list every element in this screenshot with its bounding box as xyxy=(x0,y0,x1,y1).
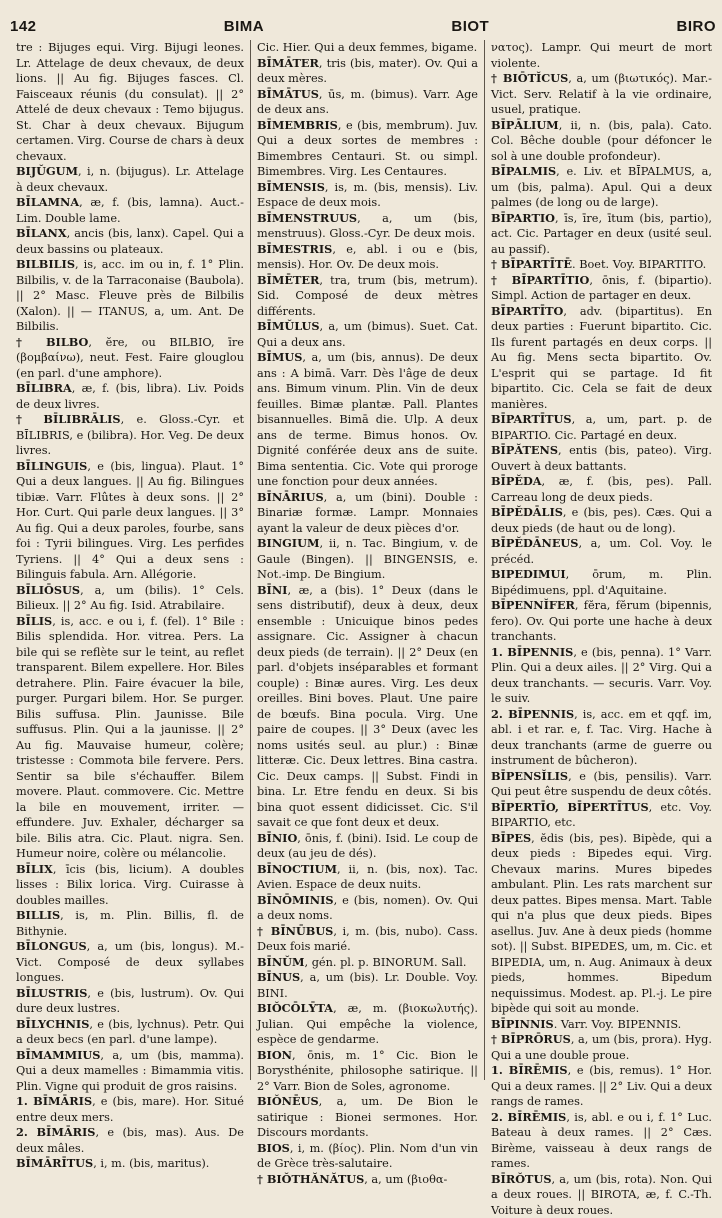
entry-headword: BĪMAMMIUS xyxy=(16,1048,100,1062)
dictionary-entry xyxy=(257,273,478,320)
column-1 xyxy=(16,40,250,1080)
dictionary-entry xyxy=(491,1032,712,1063)
entry-headword: † BILBO xyxy=(16,335,88,349)
dictionary-entry xyxy=(16,459,244,583)
dictionary-entry xyxy=(491,412,712,443)
entry-headword: BILLIS xyxy=(16,908,60,922)
entry-definition: , e (bis, mas). Aus. De deux mâles. xyxy=(16,1126,244,1155)
dictionary-entry xyxy=(257,118,478,180)
entry-definition: , i, m. (βίος). Plin. Nom d'un vin de Grèce très-salutaire. xyxy=(257,1142,478,1171)
dictionary-entry xyxy=(16,862,244,909)
entry-headword: BĪPĀLIUM xyxy=(491,118,559,132)
entry-definition: , a, um, part. p. de BIPARTIO. Cic. Partagé en deux. xyxy=(491,413,712,442)
dictionary-entry xyxy=(491,567,712,598)
entry-headword: 2. BĪPENNIS xyxy=(491,707,574,721)
dictionary-entry xyxy=(16,257,244,335)
entry-definition: , a, um (bis, mamma). Qui a deux mamelles : Bimammia vitis. Plin. Vigne qui produit de gros raisins. xyxy=(16,1049,244,1093)
entry-headword: BĪLIŌSUS xyxy=(16,583,80,597)
entry-headword: BĪMĒTER xyxy=(257,273,319,287)
entry-definition: νατος). Lampr. Qui meurt de mort violente. xyxy=(491,41,712,70)
entry-definition: , e. Liv. et BĪPALMUS, a, um (bis, palma). Apul. Qui a deux palmes (de long ou de large). xyxy=(491,165,712,209)
entry-definition: , is, acc. im ou in, f. 1° Plin. Bilbilis, v. de la Tarraconaise (Baubola). || 2° Masc. Fleuve près de Bilbilis (Xalon). || — ITANUS, a, um. Ant. De Bilbilis. xyxy=(16,258,244,333)
dictionary-entry xyxy=(491,1017,712,1033)
dictionary-entry xyxy=(257,955,478,971)
entry-definition: , e (bis, nomen). Ov. Qui a deux noms. xyxy=(257,894,478,923)
dictionary-entry xyxy=(257,1001,478,1048)
entry-headword: BIŎCŌLȲTA xyxy=(257,1001,333,1015)
entry-definition: , īcis (bis, licium). A doubles lisses : Bilix lorica. Virg. Cuirasse à doubles mailles. xyxy=(16,863,244,907)
entry-definition: , ĕdis (bis, pes). Bipède, qui a deux pieds : Bipedes equi. Virg. Chevaux marins. Mures bipedes ambulant. Plin. Les rats marchent sur deux pattes. Bipes mensa. Mart. Table qui n'a plus que deux pieds. Bipes asellus. Juv. Ane à deux pieds (homme sot). || Subst. BIPEDES, um, m. Cic. et BIPEDIA, um, n. Aug. Animaux à deux pieds, hommes. Bipedum nequissimus. Modest. ap. Pl.-j. Le pire bipède qui soit au monde. xyxy=(491,832,712,1016)
dictionary-entry xyxy=(257,56,478,87)
dictionary-entry xyxy=(491,505,712,536)
dictionary-entry xyxy=(257,180,478,211)
entry-headword: BĪLIX xyxy=(16,862,53,876)
entry-definition: , i, n. (bijugus). Lr. Attelage à deux chevaux. xyxy=(16,165,244,194)
entry-definition: , ii, n. (bis, pala). Cato. Col. Bêche double (pour défoncer le sol à une double profondeur). xyxy=(491,119,712,163)
entry-definition: , e (bis, membrum). Juv. Qui a deux sortes de membres : Bimembres Centauri. St. ou simpl. Bimembres. Virg. Les Centaures. xyxy=(257,119,478,179)
entry-definition: , adv. (bipartitus). En deux parties : Fuerunt bipartito. Cic. Ils furent partagés en deux corps. || Au fig. Mens secta bipartito. Ov. L'esprit qui se partage. Id fit bipartito. Cic. Cela se fait de deux manières. xyxy=(491,305,712,411)
entry-definition: , e (bis, mare). Hor. Situé entre deux mers. xyxy=(16,1095,244,1124)
entry-definition: , īs, īre, ītum (bis, partio), act. Cic. Partager en deux (usité seul. au passif). xyxy=(491,212,712,256)
dictionary-entry xyxy=(257,211,478,242)
entry-headword: BILBILIS xyxy=(16,257,75,271)
entry-definition: , i, m. (bis, nubo). Cass. Deux fois marié. xyxy=(257,925,478,954)
entry-headword: BĪPĔDA xyxy=(491,474,542,488)
entry-definition: , æ, a (bis). 1° Deux (dans le sens distributif), deux à deux, deux ensemble : Unicuique binos pedes assignare. Cic. Assigner à chacun deux pieds (de terrain). || 2° Deux (en parl. d'objets inséparables et formant couple) : Binæ aures. Virg. Les deux oreilles. Bini boves. Plaut. Une paire de bœufs. Bina pocula. Virg. Une paire de coupes. || 3° Deux (avec les noms usités seul. au plur.) : Binæ litteræ. Cic. Deux lettres. Bina castra. Cic. Deux camps. || Subst. Findi in bina. Lr. Etre fendu en deux. Si bis bina quot essent didicisset. Cic. S'il savait ce que font deux et deux. xyxy=(257,584,478,830)
entry-headword: BĪMĀTUS xyxy=(257,87,319,101)
dictionary-entry xyxy=(491,1110,712,1172)
entry-definition: , æ, m. (βιοκωλυτής). Julian. Qui empêche la violence, espèce de gendarme. xyxy=(257,1002,478,1046)
dictionary-entry xyxy=(491,536,712,567)
entry-headword: BĪMŬLUS xyxy=(257,319,320,333)
entry-headword: † BIŎTHĂNĂTUS xyxy=(257,1172,364,1186)
entry-definition: , ōrum, m. Plin. Bipédimuens, ppl. d'Aquitaine. xyxy=(491,568,712,597)
entry-definition: tre : Bijuges equi. Virg. Bijugi leones. Lr. Attelage de deux chevaux, de deux lions. || Au fig. Bijuges fasces. Cl. Faisceaux réunis (du consulat). || 2° Attelé de deux chevaux : Temo bijugus. St. Char à deux chevaux. Bijugum certamen. Virg. Course de chars à deux chevaux. xyxy=(16,41,244,163)
entry-definition: , ĕre, ou BILBIO, īre (βομβαίνω), neut. Fest. Faire glouglou (en parl. d'une amphore). xyxy=(16,336,244,380)
entry-headword: BĪPALMIS xyxy=(491,164,556,178)
entry-headword: BION xyxy=(257,1048,292,1062)
column-2 xyxy=(250,40,484,1080)
dictionary-entry xyxy=(257,1048,478,1095)
entry-definition: , a, um (bis). Lr. Double. Voy. BINI. xyxy=(257,971,478,1000)
entry-headword: BĪPĂTENS xyxy=(491,443,558,457)
entry-definition: , a, um (bini). Double : Binariæ formæ. Lampr. Monnaies ayant la valeur de deux pièces d'or. xyxy=(257,491,478,535)
dictionary-entry xyxy=(491,800,712,831)
entry-headword: BĪLYCHNIS xyxy=(16,1017,89,1031)
entry-definition: , e (bis, pensilis). Varr. Qui peut être suspendu de deux côtés. xyxy=(491,770,712,799)
entry-definition: , a, um (bimus). Suet. Cat. Qui a deux ans. xyxy=(257,320,478,349)
entry-headword: BĪRŎTUS xyxy=(491,1172,551,1186)
dictionary-entry xyxy=(257,831,478,862)
dictionary-entry xyxy=(257,970,478,1001)
entry-headword: BĪMEMBRIS xyxy=(257,118,338,132)
entry-headword: 2. BĪMĀRIS xyxy=(16,1125,95,1139)
entry-definition: , a, um (bilis). 1° Cels. Bilieux. || 2° Au fig. Isid. Atrabilaire. xyxy=(16,584,244,613)
entry-headword: BIOS xyxy=(257,1141,290,1155)
entry-definition: , a, um (bis, annus). De deux ans : A bimā. Varr. Dès l'âge de deux ans. Bimum vinum. Plin. Vin de deux feuilles. Bimæ plantæ. Pall. Plantes bisannuelles. Bimā die. Ulp. A deux ans de terme. Bimus honos. Ov. Dignité conférée deux ans de suite. Bima sententia. Cic. Vote qui proroge une fonction pour deux années. xyxy=(257,351,478,488)
entry-headword: BĪNŬM xyxy=(257,955,305,969)
entry-headword: BĪPES xyxy=(491,831,531,845)
entry-headword: BĪPENSĬLIS xyxy=(491,769,568,783)
dictionary-entry xyxy=(16,164,244,195)
entry-definition: , gén. pl. p. BINORUM. Sall. xyxy=(305,956,467,969)
entry-definition: , tra, trum (bis, metrum). Sid. Composé de deux mètres différents. xyxy=(257,274,478,318)
entry-headword: BĪPENNĬFER xyxy=(491,598,575,612)
dictionary-entry xyxy=(491,273,712,304)
dictionary-entry xyxy=(16,195,244,226)
entry-headword: BĪPARTĪTUS xyxy=(491,412,572,426)
entry-headword: 1. BĪRĒMIS xyxy=(491,1063,568,1077)
entry-headword: † BĪLIBRĀLIS xyxy=(16,412,121,426)
dictionary-entry xyxy=(16,1094,244,1125)
entry-definition: , tris (bis, mater). Ov. Qui a deux mères. xyxy=(257,57,478,86)
entry-definition: , ōnis, m. 1° Cic. Bion le Borysthénite, philosophe satirique. || 2° Varr. Bion de Soles, agronome. xyxy=(257,1049,478,1093)
entry-headword: † BĪPRŌRUS xyxy=(491,1032,571,1046)
dictionary-entry xyxy=(257,583,478,831)
entry-definition: , æ, f. (bis, pes). Pall. Carreau long de deux pieds. xyxy=(491,475,712,504)
entry-headword: BĪMENSTRUUS xyxy=(257,211,357,225)
dictionary-entry xyxy=(16,1048,244,1095)
dictionary-entry xyxy=(16,1017,244,1048)
dictionary-entry xyxy=(491,474,712,505)
dictionary-entry xyxy=(257,40,478,56)
entry-definition: , i, m. (bis, maritus). xyxy=(93,1157,209,1170)
entry-headword: 1. BĪMĀRIS xyxy=(16,1094,92,1108)
dictionary-entry xyxy=(16,583,244,614)
entry-definition: , e (bis, penna). 1° Varr. Plin. Qui a deux ailes. || 2° Virg. Qui a deux tranchants. — securis. Varr. Voy. le suiv. xyxy=(491,646,712,706)
dictionary-entry xyxy=(16,614,244,862)
entry-headword: BĪPARTIO xyxy=(491,211,555,225)
dictionary-entry xyxy=(491,707,712,769)
entry-definition: , ii, n. Tac. Bingium, v. de Gaule (Bingen). || BINGENSIS, e. Not.-imp. De Bingium. xyxy=(257,537,478,581)
entry-headword: BĪPĔDĀNEUS xyxy=(491,536,578,550)
dictionary-entry xyxy=(491,71,712,118)
dictionary-entry xyxy=(491,443,712,474)
dictionary-entry xyxy=(491,1063,712,1110)
entry-definition: , e (bis, lychnus). Petr. Qui a deux becs (en parl. d'une lampe). xyxy=(16,1018,244,1047)
dictionary-entry xyxy=(491,645,712,707)
entry-definition: , ōnis, f. (bipartio). Simpl. Action de partager en deux. xyxy=(491,274,712,303)
entry-headword: BĪLIBRA xyxy=(16,381,72,395)
entry-definition: , a, um (bis, menstruus). Gloss.-Cyr. De deux mois. xyxy=(257,212,478,241)
entry-definition: , e, abl. i ou e (bis, mensis). Hor. Ov. De deux mois. xyxy=(257,243,478,272)
entry-definition: , a, um (βιωτικός). Mar.-Vict. Serv. Relatif à la vie ordinaire, usuel, pratique. xyxy=(491,72,712,116)
dictionary-entry xyxy=(257,1172,478,1188)
entry-headword: BĪNI xyxy=(257,583,287,597)
entry-headword: † BĪPARTĪTĒ xyxy=(491,257,572,271)
center-guide-word: BIOT xyxy=(451,18,489,35)
entry-definition: , is, acc. e ou i, f. (fel). 1° Bile : Bilis splendida. Hor. vitrea. Pers. La bile qui se reflète sur le teint, au reflet transparent. Bilem expellere. Hor. Biles detrahere. Plin. Faire évacuer la bile, purger. Purgari bilem. Hor. Se purger. Bilis suffusa. Plin. Jaunisse. Bile suffusus. Plin. Qui a la jaunisse. || 2° Au fig. Mauvaise humeur, colère; tristesse : Commota bile fervere. Pers. Sentir sa bile s'échauffer. Bilem movere. Plaut. commovere. Cic. Mettre la bile en mouvement, irriter. — effundere. Juv. Exhaler, décharger sa bile. Bilis atra. Cic. Plaut. nigra. Sen. Humeur noire, colère ou mélancolie. xyxy=(16,615,244,861)
entry-headword: BĪNOCTIUM xyxy=(257,862,337,876)
entry-definition: , e (bis, lustrum). Ov. Qui dure deux lustres. xyxy=(16,987,244,1016)
entry-definition: , ii, n. (bis, nox). Tac. Avien. Espace de deux nuits. xyxy=(257,863,478,892)
entry-definition: , e (bis, remus). 1° Hor. Qui a deux rames. || 2° Liv. Qui a deux rangs de rames. xyxy=(491,1064,712,1108)
dictionary-entry xyxy=(491,257,712,273)
entry-headword: 2. BĪRĒMIS xyxy=(491,1110,566,1124)
entry-definition: , fĕra, fĕrum (bipennis, fero). Ov. Qui porte une hache à deux tranchants. xyxy=(491,599,712,643)
dictionary-entry xyxy=(16,381,244,412)
dictionary-columns xyxy=(16,40,718,1080)
entry-headword: BĪPERTĪO, BĪPERTĪTUS xyxy=(491,800,649,814)
column-3 xyxy=(484,40,718,1080)
entry-definition: , is, m. (bis, mensis). Liv. Espace de deux mois. xyxy=(257,181,478,210)
entry-headword: BĪNUS xyxy=(257,970,300,984)
dictionary-entry xyxy=(257,536,478,583)
page-header xyxy=(10,14,716,38)
dictionary-entry xyxy=(16,412,244,459)
dictionary-entry xyxy=(16,986,244,1017)
entry-definition: , æ, f. (bis, libra). Liv. Poids de deux livres. xyxy=(16,382,244,411)
entry-definition: , ūs, m. (bimus). Varr. Age de deux ans. xyxy=(257,88,478,117)
entry-definition: , a, um (bis, rota). Non. Qui a deux roues. || BIROTA, æ, f. C.-Th. Voiture à deux roues. xyxy=(491,1173,712,1217)
entry-definition: , e (bis, pes). Cæs. Qui a deux pieds (de haut ou de long). xyxy=(491,506,712,535)
entry-headword: † BĪNŪBUS xyxy=(257,924,333,938)
dictionary-entry xyxy=(491,1172,712,1218)
dictionary-entry xyxy=(257,87,478,118)
dictionary-entry xyxy=(257,893,478,924)
dictionary-entry xyxy=(491,598,712,645)
entry-headword: BĪLANX xyxy=(16,226,67,240)
entry-headword: BĪMESTRIS xyxy=(257,242,332,256)
entry-headword: BĪPARTĪTO xyxy=(491,304,563,318)
entry-headword: BĪMUS xyxy=(257,350,302,364)
entry-definition: , is, m. Plin. Billis, fl. de Bithynie. xyxy=(16,909,244,938)
dictionary-entry xyxy=(257,319,478,350)
left-guide-word: BIMA xyxy=(224,18,264,35)
entry-definition: , a, um (βιοθα- xyxy=(364,1173,447,1186)
entry-definition: , ancis (bis, lanx). Capel. Qui a deux bassins ou plateaux. xyxy=(16,227,244,256)
dictionary-entry xyxy=(491,304,712,413)
entry-headword: 1. BĪPENNIS xyxy=(491,645,573,659)
entry-definition: , a, um (bis, longus). M.-Vict. Composé de deux syllabes longues. xyxy=(16,940,244,984)
entry-headword: BĪLINGUIS xyxy=(16,459,87,473)
entry-headword: BINGIUM xyxy=(257,536,319,550)
dictionary-entry xyxy=(257,862,478,893)
entry-headword: BĪNIO xyxy=(257,831,297,845)
dictionary-entry xyxy=(16,1156,244,1172)
entry-definition: . Varr. Voy. BIPENNIS. xyxy=(554,1018,682,1031)
entry-definition: Cic. Hier. Qui a deux femmes, bigame. xyxy=(257,41,477,54)
entry-definition: . Boet. Voy. BIPARTITO. xyxy=(572,258,706,271)
dictionary-entry xyxy=(16,335,244,382)
dictionary-entry xyxy=(491,164,712,211)
entry-definition: , a, um. De Bion le satirique : Bionei sermones. Hor. Discours mordants. xyxy=(257,1095,478,1139)
entry-headword: BĪPINNIS xyxy=(491,1017,554,1031)
entry-headword: BIJŬGUM xyxy=(16,164,78,178)
dictionary-entry xyxy=(491,118,712,165)
entry-headword: BĪMENSIS xyxy=(257,180,325,194)
entry-definition: , ōnis, f. (bini). Isid. Le coup de deux (au jeu de dés). xyxy=(257,832,478,861)
dictionary-entry xyxy=(491,211,712,258)
dictionary-entry xyxy=(16,40,244,164)
entry-headword: BĪLUSTRIS xyxy=(16,986,87,1000)
entry-definition: , a, um (bis, prora). Hyg. Qui a une double proue. xyxy=(491,1033,712,1062)
entry-headword: † BĪPARTĪTIO xyxy=(491,273,589,287)
entry-headword: BIPEDIMUI xyxy=(491,567,566,581)
entry-headword: BĪPĔDĀLIS xyxy=(491,505,563,519)
entry-headword: BĪLONGUS xyxy=(16,939,87,953)
dictionary-entry xyxy=(257,242,478,273)
entry-headword: BĪMĀRĪTUS xyxy=(16,1156,93,1170)
entry-definition: , æ, f. (bis, lamna). Auct.-Lim. Double lame. xyxy=(16,196,244,225)
entry-headword: BĪNĀRIUS xyxy=(257,490,324,504)
entry-definition: , e (bis, lingua). Plaut. 1° Qui a deux langues. || Au fig. Bilingues tibiæ. Varr. Flûtes à deux sons. || 2° Hor. Curt. Qui parle deux langues. || 3° Au fig. Qui a deux paroles, fourbe, sans foi : Tyrii bilingues. Virg. Les perfides Tyriens. || 4° Qui a deux sens : Bilinguis fabula. Arn. Allégorie. xyxy=(16,460,244,582)
entry-headword: BĪMĀTER xyxy=(257,56,319,70)
dictionary-entry xyxy=(257,1141,478,1172)
entry-headword: † BIŌTĬCUS xyxy=(491,71,568,85)
dictionary-entry xyxy=(257,1094,478,1141)
entry-headword: BĪNŌMINIS xyxy=(257,893,334,907)
dictionary-entry xyxy=(16,1125,244,1156)
dictionary-entry xyxy=(491,831,712,1017)
dictionary-entry xyxy=(491,40,712,71)
right-guide-word: BIRO xyxy=(677,18,717,35)
entry-definition: , is, abl. e ou i, f. 1° Luc. Bateau à deux rames. || 2° Cæs. Birème, vaisseau à deux rangs de rames. xyxy=(491,1111,712,1171)
dictionary-entry xyxy=(257,490,478,537)
entry-definition: , entis (bis, pateo). Virg. Ouvert à deux battants. xyxy=(491,444,712,473)
dictionary-entry xyxy=(257,350,478,490)
entry-headword: BIŎNĒUS xyxy=(257,1094,319,1108)
entry-definition: , a, um. Col. Voy. le précéd. xyxy=(491,537,712,566)
dictionary-entry xyxy=(491,769,712,800)
entry-headword: BĪLIS xyxy=(16,614,52,628)
entry-definition: , etc. Voy. BIPARTIO, etc. xyxy=(491,801,712,830)
dictionary-entry xyxy=(257,924,478,955)
dictionary-entry xyxy=(16,908,244,939)
entry-definition: , is, acc. em et qqf. im, abl. i et rar. e, f. Tac. Virg. Hache à deux tranchants (arme de guerre ou instrument de bûcheron). xyxy=(491,708,712,768)
dictionary-entry xyxy=(16,939,244,986)
page-number: 142 xyxy=(10,18,37,35)
entry-headword: BĪLAMNA xyxy=(16,195,79,209)
dictionary-entry xyxy=(16,226,244,257)
entry-definition: , e. Gloss.-Cyr. et BĪLIBRIS, e (bilibra). Hor. Veg. De deux livres. xyxy=(16,413,244,457)
